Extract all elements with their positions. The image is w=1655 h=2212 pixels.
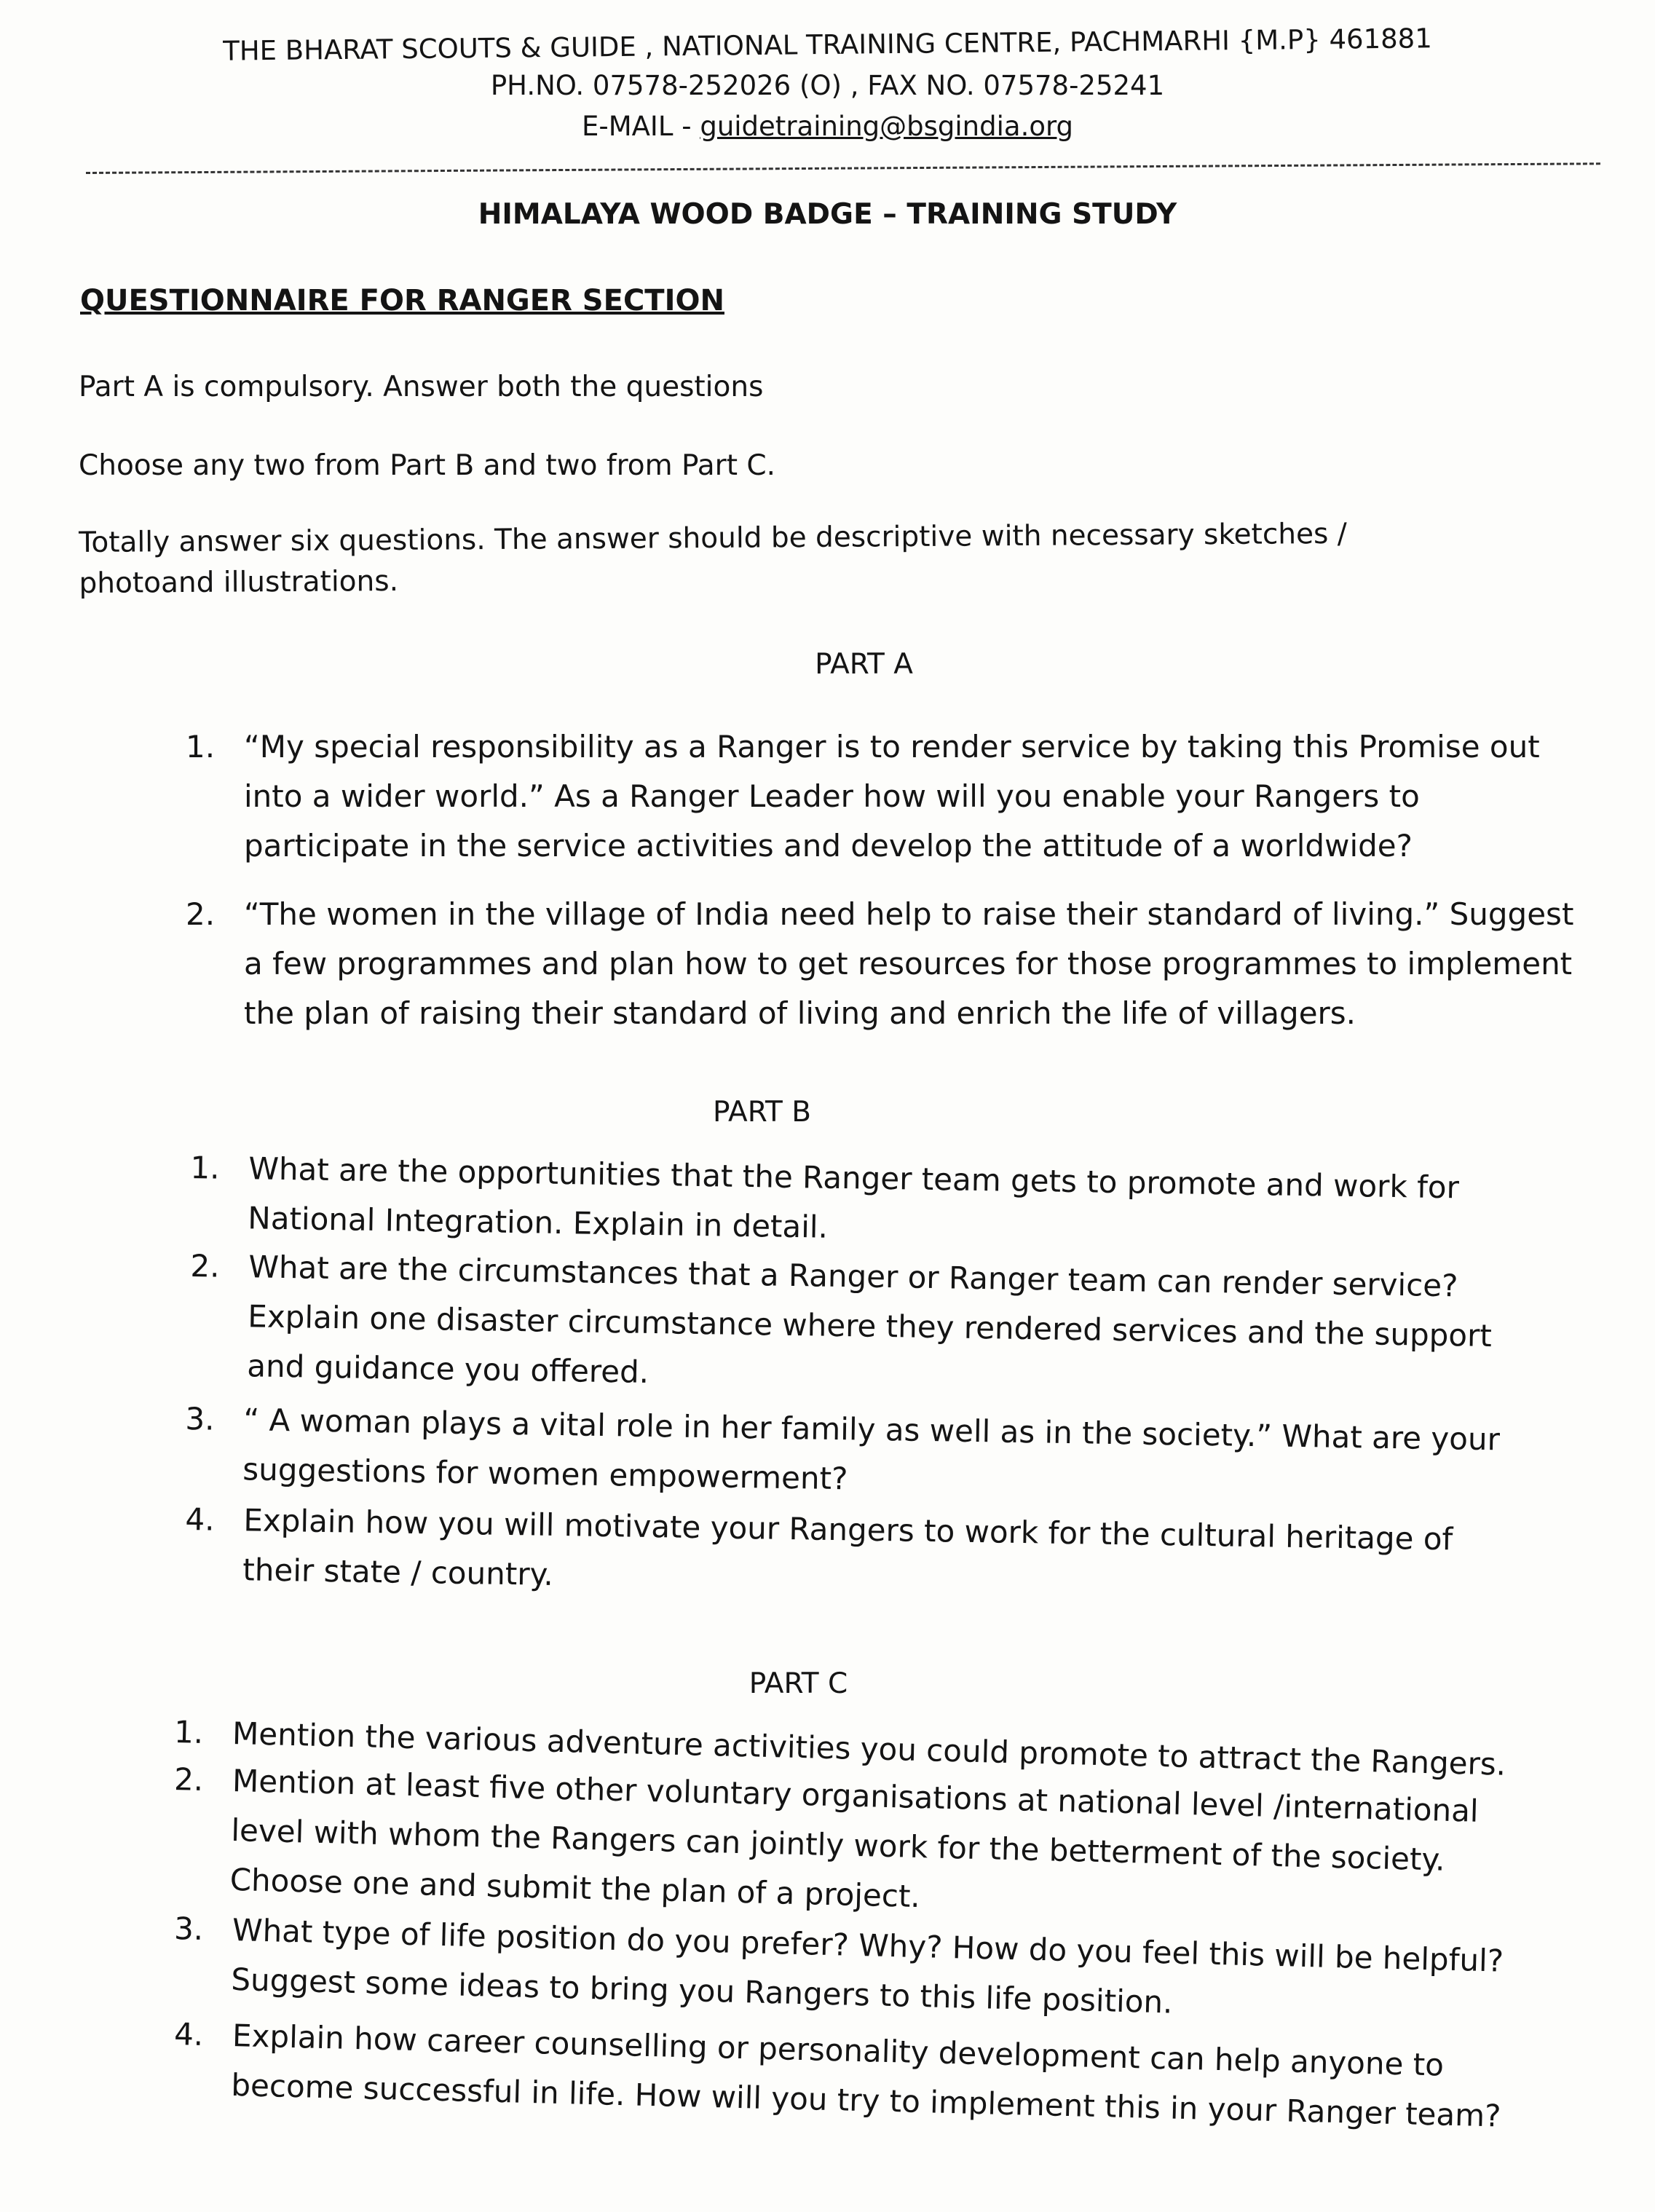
question-text: Explain how career counselling or personality development can help anyone to become successful in life. How will you try to implement this in your Ranger team? [230,2017,1501,2134]
question-number: 4. [185,1501,215,1538]
part-b-question-3 [184,1394,1518,1514]
question-text: Mention the various adventure activities you could promote to attract the Rangers. [232,1715,1506,1782]
part-a-heading: PART A [815,648,913,681]
question-number: 4. [173,2015,204,2053]
question-text: What are the circumstances that a Ranger or Ranger team can render service? Explain one disaster circumstance where they rendered services and the support and guidance you offered. [246,1249,1493,1390]
question-number: 3. [185,1400,215,1437]
part-b-question-2 [189,1241,1523,1411]
header-phone-line: PH.NO. 07578-252026 (O) , FAX NO. 07578-25241 [490,70,1165,101]
question-text: “The women in the village of India need help to raise their standard of living.” Suggest a few programmes and plan how to get resources for those programmes to implement the plan of raising their standard of living and enrich the life of villagers. [244,896,1574,1031]
question-text: “My special responsibility as a Ranger is to render service by taking this Promise out into a wider world.” As a Ranger Leader how will you enable your Rangers to participate in the service activities and develop the attitude of a worldwide? [244,729,1540,864]
question-text: What are the opportunities that the Ranger team gets to promote and work for National Integration. Explain in detail. [248,1150,1460,1245]
question-number: 1. [186,729,216,765]
part-a-question-2 [186,890,1591,1038]
question-number: 2. [190,1247,220,1284]
document-title: HIMALAYA WOOD BADGE – TRAINING STUDY [478,198,1177,231]
header-address-line: THE BHARAT SCOUTS & GUIDE , NATIONAL TRAINING CENTRE, PACHMARHI {M.P} 461881 [222,23,1432,67]
question-number: 1. [190,1149,220,1186]
question-text: “ A woman plays a vital role in her family as well as in the society.” What are your suggestions for women empowerment? [242,1402,1501,1497]
question-number: 3. [173,1910,204,1947]
instruction-3: Totally answer six questions. The answer should be descriptive with necessary sketches / photoand illustrations. [79,517,1348,600]
part-b-question-4 [184,1495,1518,1615]
instruction-2: Choose any two from Part B and two from Part C. [79,449,776,482]
question-text: Explain how you will motivate your Rangers to work for the cultural heritage of their state / country. [242,1502,1453,1592]
dashed-divider [86,162,1600,174]
part-b-heading: PART B [713,1096,811,1129]
question-number: 1. [173,1713,204,1750]
question-text: What type of life position do you prefer? Why? How do you feel this will be helpful? Suggest some ideas to bring you Rangers to this life position. [230,1911,1504,2021]
section-title: QUESTIONNAIRE FOR RANGER SECTION [80,284,724,317]
email-link[interactable]: guidetraining@bsgindia.org [700,111,1074,142]
question-text: Mention at least five other voluntary organisations at national level /international level with whom the Rangers can jointly work for the betterment of the society. Choose one and submit the plan of a project. [229,1762,1480,1915]
instruction-1: Part A is compulsory. Answer both the questions [79,371,764,403]
question-number: 2. [173,1761,204,1798]
header-email-line [0,111,1655,143]
email-label: E-MAIL - [581,111,700,142]
part-c-heading: PART C [748,1667,848,1700]
part-a-question-1 [186,722,1555,871]
question-number: 2. [186,896,216,932]
